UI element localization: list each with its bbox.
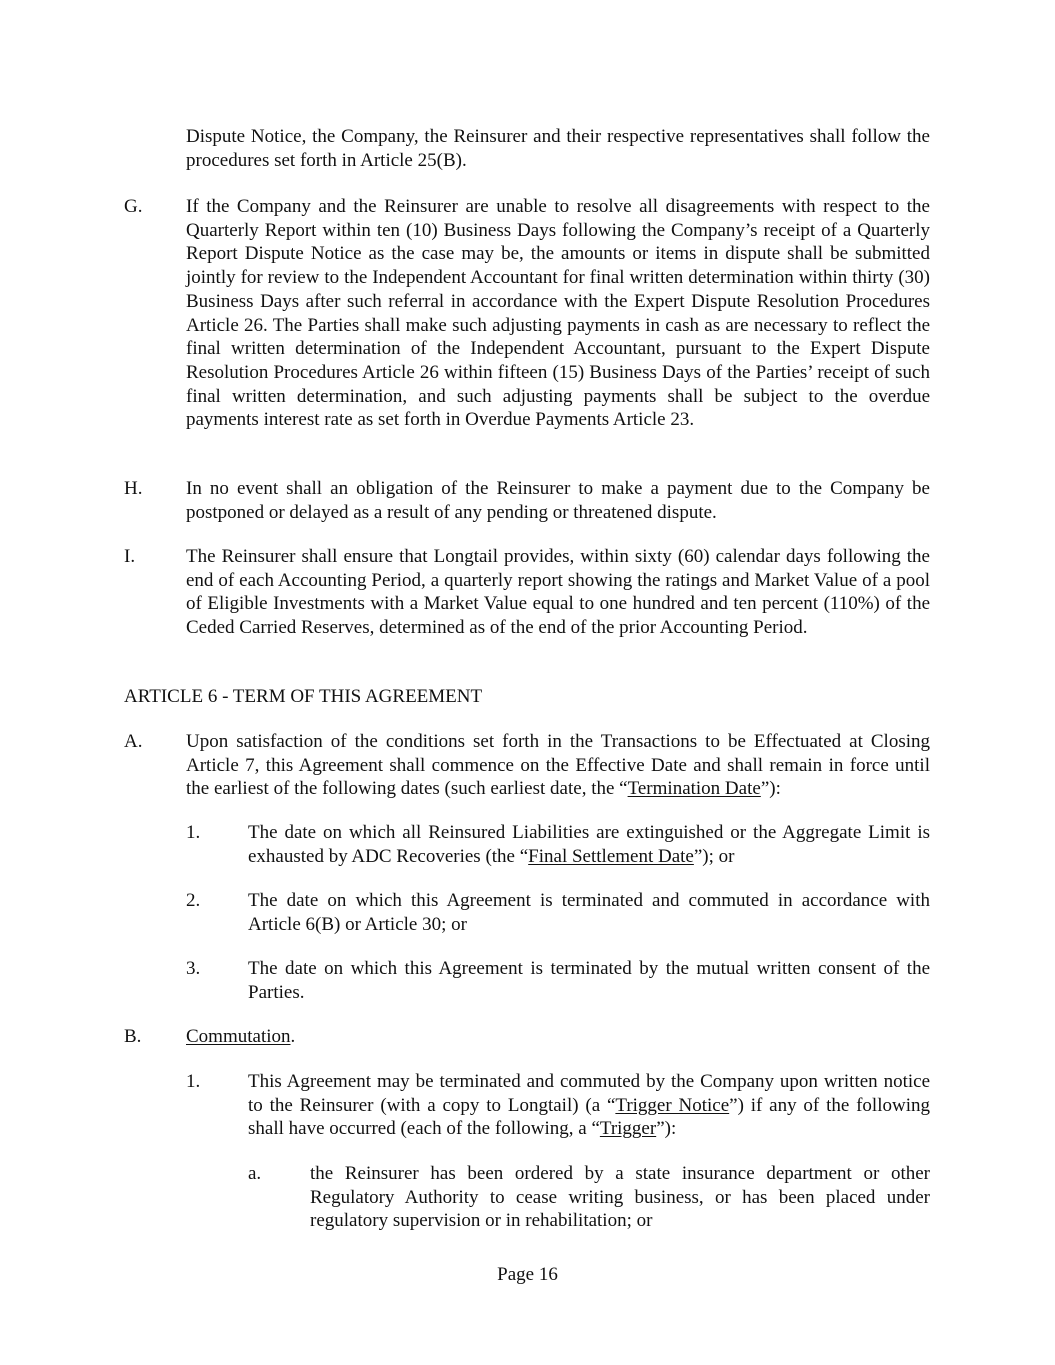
article-6-b-item-1-text [248,1070,930,1141]
b1-text-mid: ”) if any of the following shall have occurred (each of the following, a “ [248,1094,930,1140]
article-6-a-item-1-text [248,821,930,868]
article-6-a-label: A. [124,731,143,752]
termination-date-term: Termination Date [627,778,761,800]
article-6-b-item-a-label: a. [248,1163,262,1184]
b1-text-before: This Agreement may be terminated and commuted by the Company upon written notice to the Reinsurer (with a copy to Longtail) (a “ [248,1071,930,1116]
item-1-text-after: ”); or [693,845,735,867]
article-6-a-text [186,730,930,801]
article-6-b-label: B. [124,1026,142,1047]
continuation-paragraph: Dispute Notice, the Company, the Reinsurer and their respective representatives shall follow the procedures set forth in Article 25(B). [186,126,930,171]
page-number: Page 16 [497,1264,558,1285]
article-6-b-item-1-label: 1. [186,1071,201,1092]
commutation-title-punct: . [290,1026,296,1047]
article-6-a-text-after: ”): [760,778,781,800]
article-6-b-item-a-text: the Reinsurer has been ordered by a state insurance department or other Regulatory Authority to cease writing business, or has been placed under regulatory supervision or in rehabilitation; or [310,1163,930,1232]
article-6-a-item-3-label: 3. [186,958,201,979]
trigger-notice-term: Trigger Notice [615,1094,730,1116]
article-6-heading: ARTICLE 6 - TERM OF THIS AGREEMENT [124,686,483,707]
section-h-label: H. [124,478,143,499]
article-6-a-item-2-label: 2. [186,890,201,911]
article-6-a-item-3-text: The date on which this Agreement is terminated by the mutual written consent of the Parties. [248,958,930,1003]
trigger-term: Trigger [599,1118,657,1140]
section-g-label: G. [124,196,143,217]
final-settlement-date-term: Final Settlement Date [528,845,694,867]
commutation-title: Commutation [186,1026,291,1047]
article-6-b-title [186,1025,930,1049]
section-g-text: If the Company and the Reinsurer are unable to resolve all disagreements with respect to the Quarterly Report within ten (10) Business Days following the Company’s receipt of a Quarterly Report Dispute Notice as the case may be, the amounts or items in dispute shall be submitted jointly for review to the Independent Accountant for final written determination within thirty (30) Business Days after such referral in accordance with the Expert Dispute Resolution Procedures Article 26. The Parties shall make such adjusting payments in cash as are necessary to reflect the final written determination of the Independent Accountant, pursuant to the Expert Dispute Resolution Procedures Article 26 within fifteen (15) Business Days of the Parties’ receipt of such final written determination, and such adjusting payments shall be subject to the overdue payments interest rate as set forth in Overdue Payments Article 23. [186,196,930,431]
section-i-label: I. [124,546,136,567]
article-6-a-text-before: Upon satisfaction of the conditions set forth in the Transactions to be Effectuated at Closing Article 7, this Agreement shall commence on the Effective Date and shall remain in force until the earliest of the following dates (such earliest date, the “ [186,731,930,800]
article-6-a-item-2-text: The date on which this Agreement is terminated and commuted in accordance with Article 6(B) or Article 30; or [248,890,930,935]
b1-text-after: ”): [656,1118,677,1140]
article-6-a-item-1-label: 1. [186,822,201,843]
item-1-text-before: The date on which all Reinsured Liabilities are extinguished or the Aggregate Limit is exhausted by ADC Recoveries (the “ [248,822,930,867]
section-h-text: In no event shall an obligation of the Reinsurer to make a payment due to the Company be postponed or delayed as a result of any pending or threatened dispute. [186,478,930,523]
section-i-text: The Reinsurer shall ensure that Longtail provides, within sixty (60) calendar days following the end of each Accounting Period, a quarterly report showing the ratings and Market Value of a pool of Eligible Investments with a Market Value equal to one hundred and ten percent (110%) of the Ceded Carried Reserves, determined as of the end of the prior Accounting Period. [186,546,930,639]
